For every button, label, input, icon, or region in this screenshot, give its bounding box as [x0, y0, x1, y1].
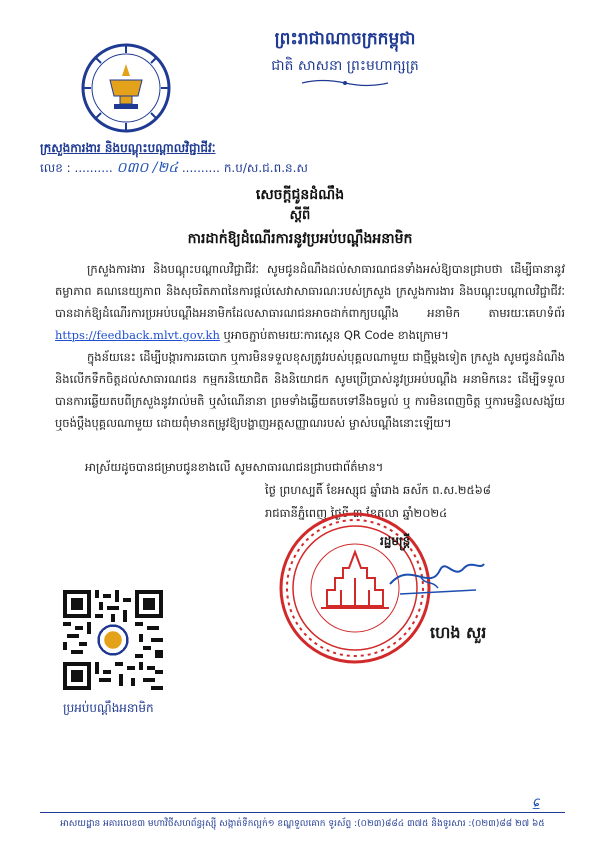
solar-date: រាជធានីភ្នំពេញ ថ្ងៃទី ៣ ខែតុលា ឆ្នាំ២០២៤: [265, 506, 448, 520]
notice-title: សេចក្តីជូនដំណឹង: [255, 187, 345, 203]
ornament-divider-icon: [300, 78, 390, 88]
paragraph-1-text: ក្រសួងការងារ និងបណ្តុះបណ្តាលវិជ្ជាជីវៈ សូមជូនដំណឹងដល់សាធារណជនទាំងអស់ឱ្យបានជ្រាបថា ដើម្បីធានានូវតម្លាភាព គណនេយ្យភាព និងសុចរិតភាពនៃការផ្តល់សេវាសាធារណៈរបស់ក្រសួង ក្រសួងការងារ និងបណ្តុះបណ្តាលវិជ្ជាជីវៈ បានដាក់ឱ្យដំណើរការប្រអប់បណ្តឹងអនាមិកដែលសាធារណជនអាចដាក់ពាក្យបណ្តឹង អនាមិក តាមរយៈគេហទំព័រ: [55, 262, 565, 320]
footer-divider: [40, 812, 565, 813]
paragraph-1: [55, 258, 565, 346]
national-motto: ជាតិ សាសនា ព្រះមហាក្សត្រ: [271, 58, 419, 74]
qr-code-icon[interactable]: [63, 590, 163, 690]
lunar-date: ថ្ងៃ ព្រហស្បតិ៍ ខែអស្សុជ ឆ្នាំរោង ឆស័ក ព.ស.២៥៦៨: [265, 483, 491, 497]
notice-subject-label: ស្តីពី: [289, 208, 311, 223]
notice-subject: ការដាក់ឱ្យដំណើរការនូវប្រអប់បណ្តឹងអនាមិក: [187, 231, 413, 247]
qr-caption: ប្រអប់បណ្តឹងអនាមិក: [63, 701, 154, 715]
ref-label: លេខ :: [40, 161, 71, 175]
minister-signature-icon: [380, 540, 490, 610]
initials-mark: ɕ̲: [533, 795, 541, 810]
paragraph-1-text-end: ឬអាចភ្ជាប់តាមរយៈការស្កេន QR Code ខាងក្រោម។: [223, 328, 449, 342]
reference-line: លេខ : .......... ០៣០ /២៤ .......... ក.ប/ស.ជ.ព.ន.ស: [40, 160, 308, 176]
paragraph-2: ក្នុងន័យនេះ ដើម្បីបង្ការការឆបោក ឬការមិនទទួលខុសត្រូវរបស់បុគ្គលណាមួយ ជាថ្មីម្តងទៀត ក្រសួង សូមជូនដំណឹង និងលើកទឹកចិត្តដល់សាធារណជន កម្មករនិយោជិត និងនិយោជក សូមប្រើប្រាស់នូវប្រអប់បណ្តឹង អនាមិកនេះ ដើម្បីទទួលបានការឆ្លើយតបពីក្រសួងនូវរាល់មតិ ឬសំណើនានា ព្រមទាំងឆ្លើយតបទៅនឹងចម្ងល់ ឬ ការមិនពេញចិត្ត ឬការមន្ទិលសង្ស័យ ឬចង់ប្តឹងបុគ្គលណាមួយ ដោយពុំមានតម្រូវឱ្យបង្ហាញអត្តសញ្ញាណរបស់ ម្ចាស់បណ្តឹងនោះឡើយ។: [55, 350, 565, 430]
footer-address: អាសយដ្ឋាន អគារលេខ៣ មហាវិថីសហព័ន្ធរុស្ស៊ី សង្កាត់ទឹកល្អក់១ ខណ្ឌទួលគោក ទូរស័ព្ទ :(០២៣)៨៨៤ ៣៧៥ និងទូរសារ :(០២៣)៨៨ ២៧ ៦៥: [60, 819, 545, 829]
feedback-website-link[interactable]: https://feedback.mlvt.gov.kh: [55, 328, 220, 342]
issuing-ministry: ក្រសួងការងារ និងបណ្តុះបណ្តាលវិជ្ជាជីវៈ: [40, 141, 216, 155]
ref-suffix: ក.ប/ស.ជ.ព.ន.ស: [223, 161, 308, 175]
ref-number: ០៣០ /២៤: [116, 160, 178, 176]
minister-name: ហេង សួរ: [430, 623, 487, 642]
kingdom-heading: ព្រះរាជាណាចក្រកម្ពុជា: [274, 29, 416, 49]
minister-title: រដ្ឋមន្ត្រី: [380, 534, 411, 548]
closing-statement: អាស្រ័យដូចបានជម្រាបជូនខាងលើ សូមសាធារណជនជ្រាបជាព័ត៌មាន។: [85, 460, 384, 474]
ministry-logo-icon: [80, 42, 172, 134]
